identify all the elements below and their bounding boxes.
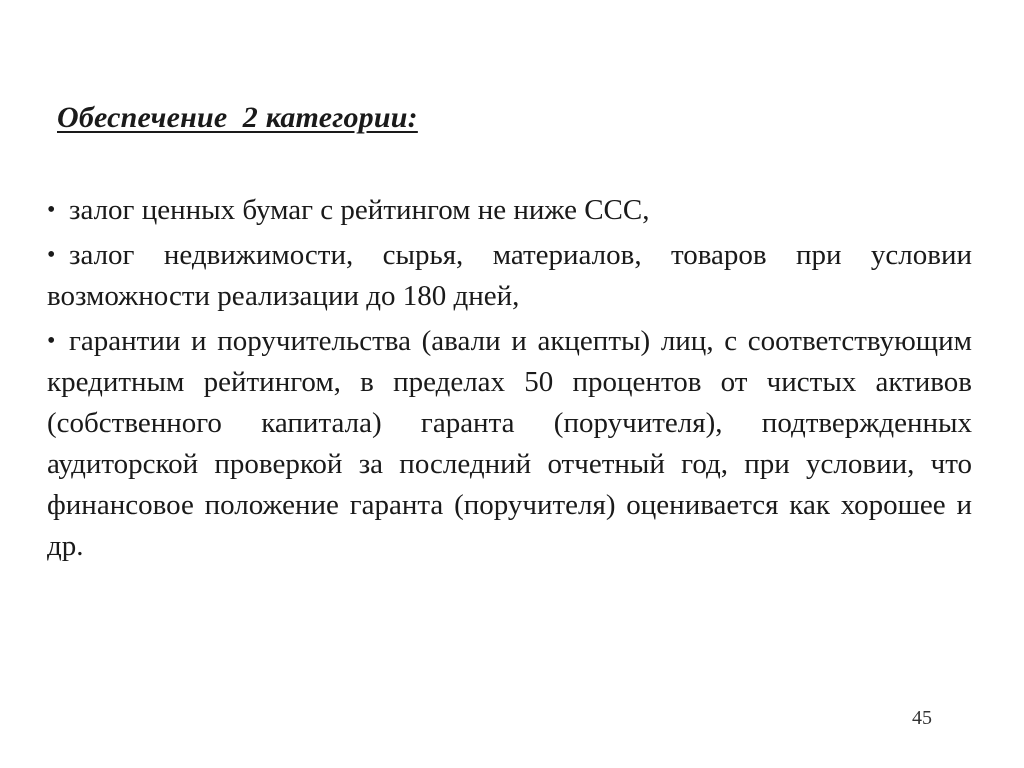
bullet-icon: • [47,197,56,223]
list-item-text: залог ценных бумаг с рейтингом не ниже ССС, [69,194,650,226]
list-item-text: залог недвижимости, сырья, материалов, товаров при условии возможности реализации до 180 дней, [47,239,972,312]
slide-title: Обеспечение 2 категории: [57,101,418,134]
bullet-icon: • [47,328,56,354]
list-item [47,190,972,231]
page-number: 45 [912,707,932,729]
list-item [47,235,972,317]
bullet-list [47,190,972,571]
bullet-icon: • [47,242,56,268]
list-item [47,321,972,567]
list-item-text: гарантии и поручительства (авали и акцепты) лиц, с соответствующим кредитным рейтингом, в пределах 50 процентов от чистых активов (собственного капитала) гаранта (поручителя), подтвержденных аудиторской проверкой за последний отчетный год, при условии, что финансовое положение гаранта (поручителя) оценивается как хорошее и др. [47,325,972,562]
